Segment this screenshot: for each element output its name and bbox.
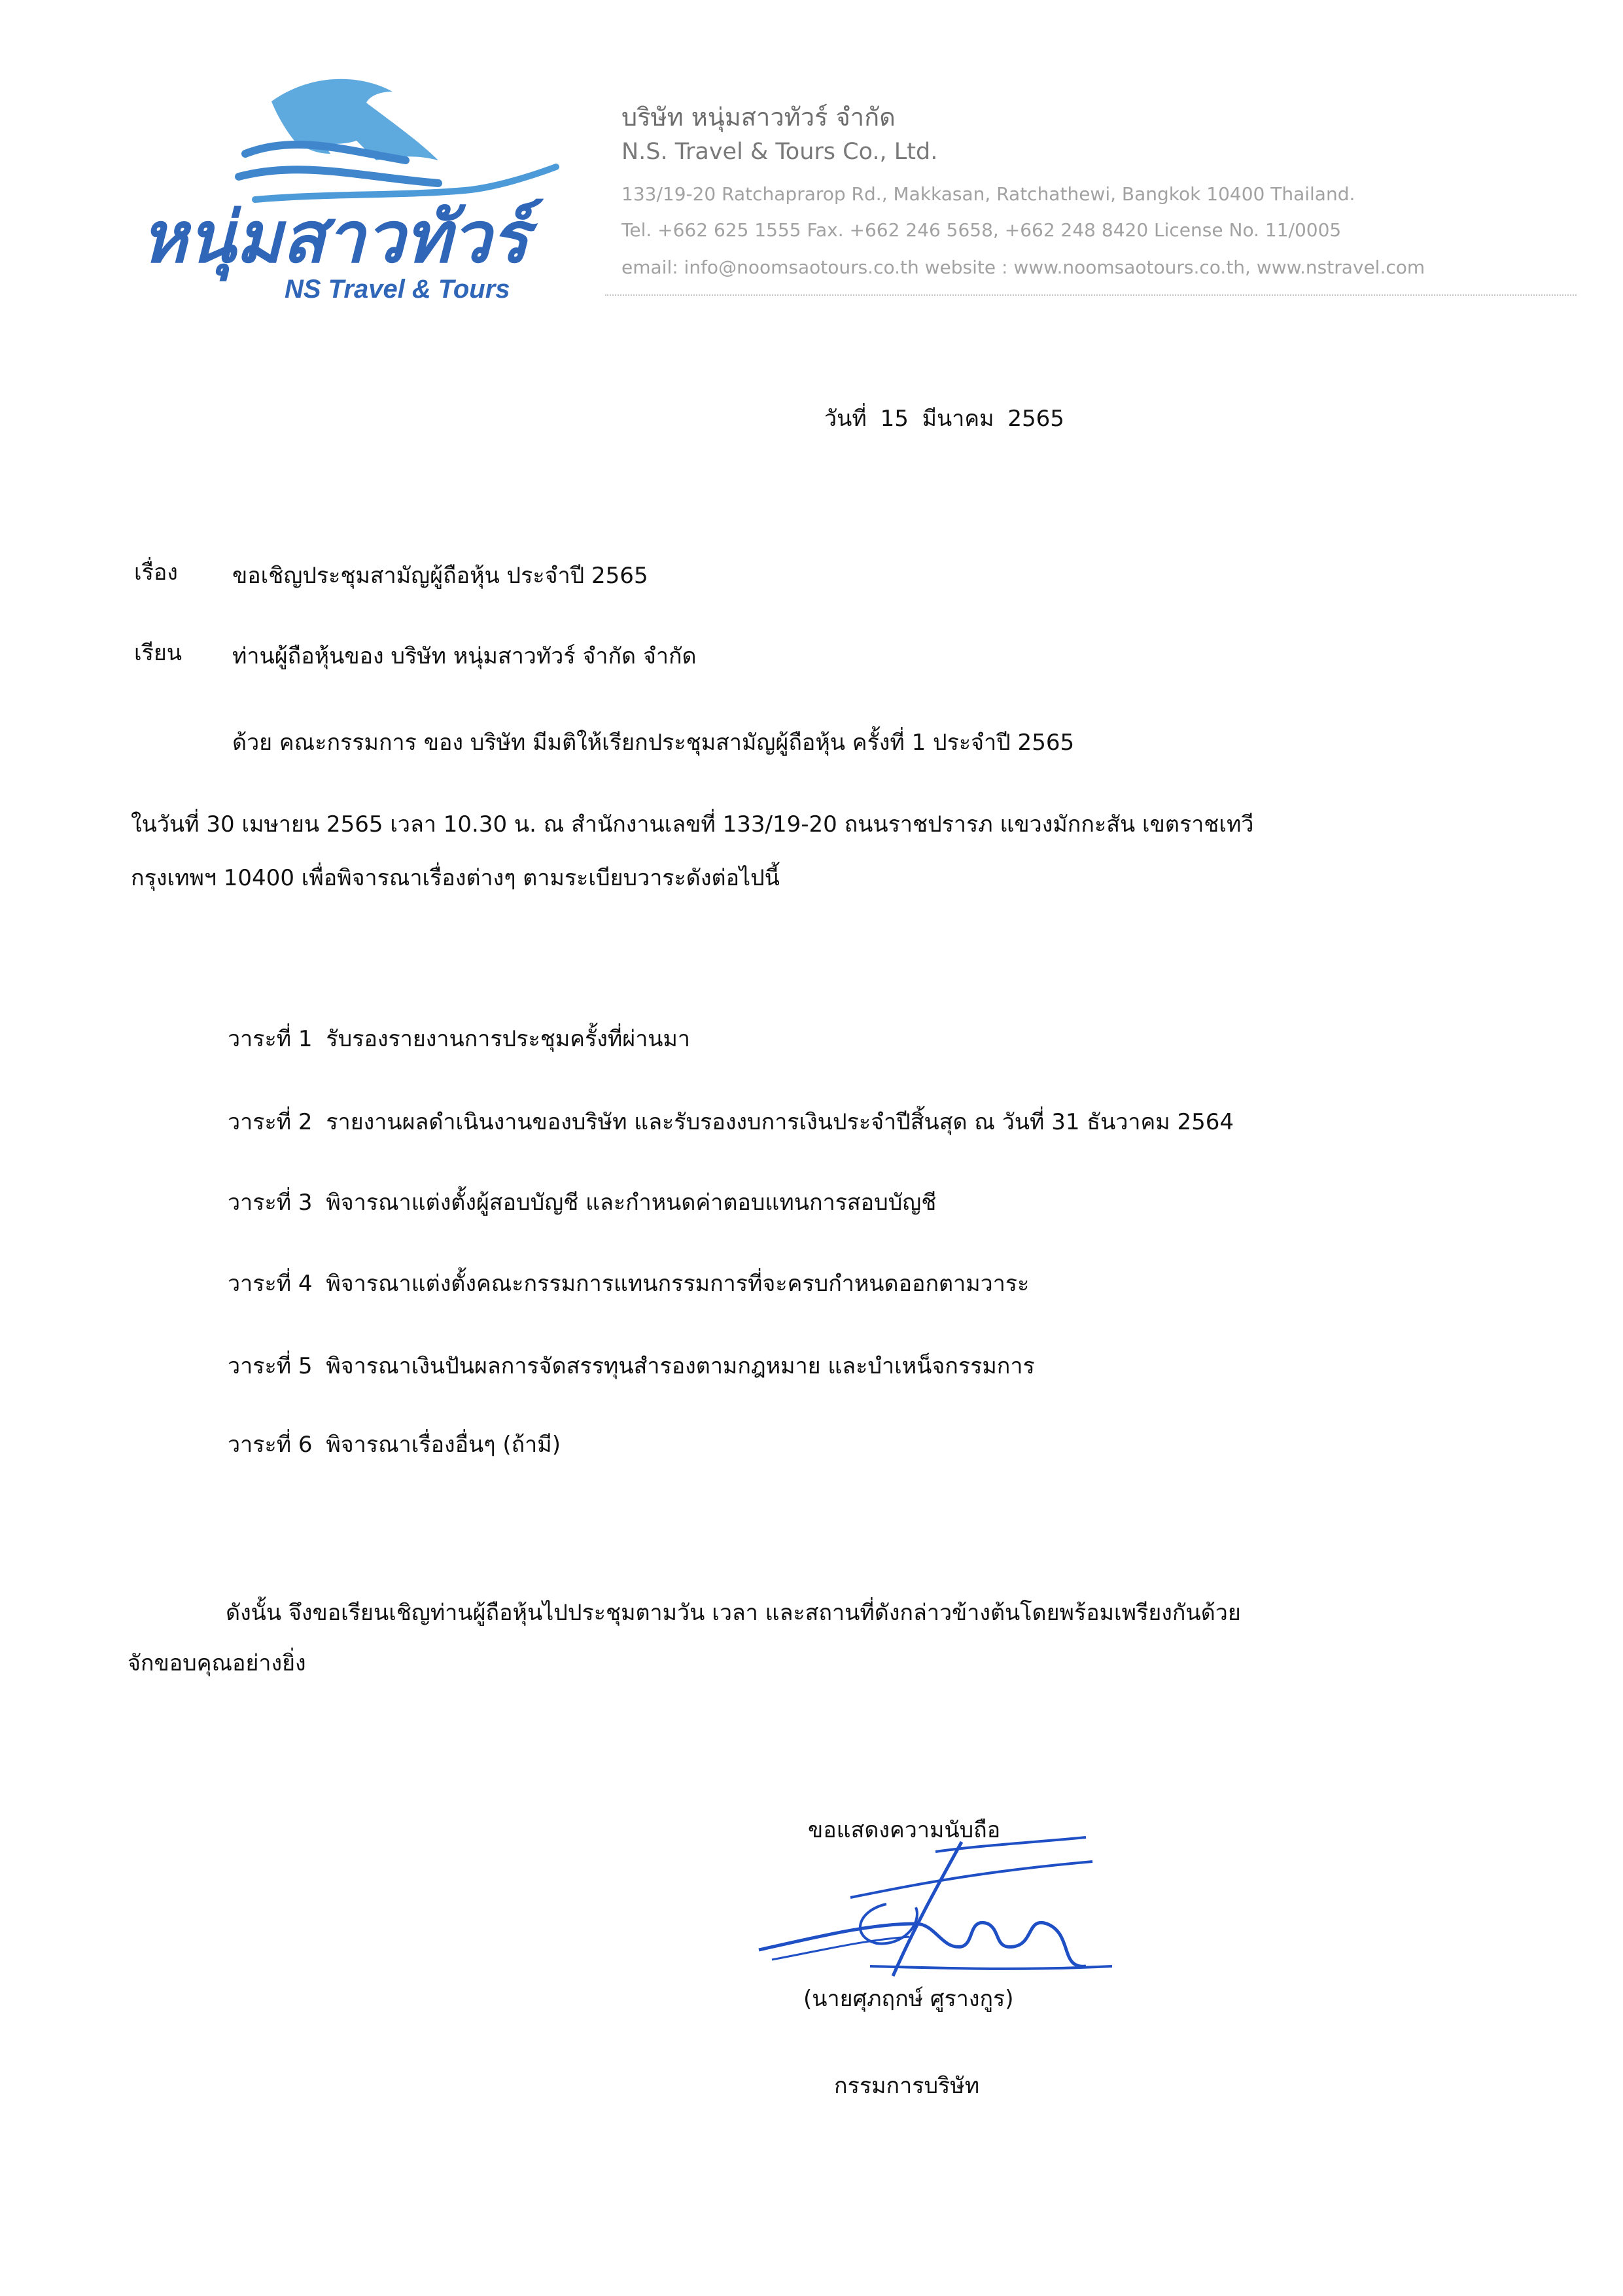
agenda-item <box>228 1353 1035 1380</box>
body-line-2: ในวันที่ 30 เมษายน 2565 เวลา 10.30 น. ณ สำนักงานเลขที่ 133/19-20 ถนนราชปรารภ แขวงมักกะสัน เขตราชเทวี <box>131 811 1254 838</box>
agenda-item <box>228 1432 561 1458</box>
body-line-1: ด้วย คณะกรรมการ ของ บริษัท มีมติให้เรียกประชุมสามัญผู้ถือหุ้น ครั้งที่ 1 ประจำปี 2565 <box>232 730 1075 756</box>
date-label: วันที่ <box>824 406 867 432</box>
company-name-thai: บริษัท หนุ่มสาวทัวร์ จำกัด <box>621 103 896 132</box>
agenda-label: วาระที่ 3 <box>228 1190 313 1216</box>
company-name-english: N.S. Travel & Tours Co., Ltd. <box>621 139 938 165</box>
regards-text: ขอแสดงความนับถือ <box>808 1817 1001 1843</box>
date-year: 2565 <box>1007 406 1064 432</box>
company-contact: Tel. +662 625 1555 Fax. +662 246 5658, +662 248 8420 License No. 11/0005 <box>621 219 1342 241</box>
closing-line-2: จักขอบคุณอย่างยิ่ง <box>128 1650 306 1676</box>
letter-date <box>824 406 1064 433</box>
company-address: 133/19-20 Ratchaprarop Rd., Makkasan, Ratchathewi, Bangkok 10400 Thailand. <box>621 183 1355 205</box>
agenda-label: วาระที่ 1 <box>228 1026 313 1052</box>
date-day: 15 <box>880 406 909 432</box>
agenda-item <box>228 1190 936 1216</box>
agenda-text: พิจารณาเงินปันผลการจัดสรรทุนสำรองตามกฎหมาย และบำเหน็จกรรมการ <box>326 1353 1035 1379</box>
signer-position: กรรมการบริษัท <box>834 2073 980 2099</box>
recipient-text: ท่านผู้ถือหุ้นของ บริษัท หนุ่มสาวทัวร์ จำกัด จำกัด <box>232 643 697 669</box>
agenda-label: วาระที่ 4 <box>228 1271 313 1297</box>
recipient-label: เรียน <box>134 640 183 666</box>
agenda-item <box>228 1109 1234 1136</box>
agenda-text: รับรองรายงานการประชุมครั้งที่ผ่านมา <box>326 1026 691 1052</box>
company-web: email: info@noomsaotours.co.th website : www.noomsaotours.co.th, www.nstravel.com <box>621 256 1425 278</box>
subject-label: เรื่อง <box>134 559 178 586</box>
header-divider <box>605 294 1577 296</box>
agenda-item <box>228 1026 690 1053</box>
agenda-text: รายงานผลดำเนินงานของบริษัท และรับรองงบการเงินประจำปีสิ้นสุด ณ วันที่ 31 ธันวาคม 2564 <box>326 1109 1234 1135</box>
body-line-3: กรุงเทพฯ 10400 เพื่อพิจารณาเรื่องต่างๆ ตามระเบียบวาระดังต่อไปนี้ <box>131 865 780 891</box>
signer-name: (นายศุภฤกษ์ ศูรางกูร) <box>803 1986 1014 2012</box>
agenda-label: วาระที่ 6 <box>228 1432 313 1458</box>
agenda-label: วาระที่ 2 <box>228 1109 313 1135</box>
logo-text-english: NS Travel & Tours <box>285 275 510 304</box>
subject-text: ขอเชิญประชุมสามัญผู้ถือหุ้น ประจำปี 2565 <box>232 563 648 589</box>
company-logo <box>131 62 576 311</box>
agenda-text: พิจารณาแต่งตั้งผู้สอบบัญชี และกำหนดค่าตอบแทนการสอบบัญชี <box>326 1190 937 1216</box>
agenda-item <box>228 1271 1029 1298</box>
wave-2 <box>239 169 438 183</box>
agenda-text: พิจารณาเรื่องอื่นๆ (ถ้ามี) <box>326 1432 561 1458</box>
logo-text-thai: หนุ่มสาวทัวร์ <box>141 197 529 279</box>
handwritten-signature <box>746 1826 1132 1996</box>
closing-line-1: ดังนั้น จึงขอเรียนเชิญท่านผู้ถือหุ้นไปประชุมตามวัน เวลา และสถานที่ดังกล่าวข้างต้นโดยพร้อมเพรียงกันด้วย <box>226 1600 1241 1626</box>
agenda-label: วาระที่ 5 <box>228 1353 313 1379</box>
date-month: มีนาคม <box>922 406 994 432</box>
agenda-text: พิจารณาแต่งตั้งคณะกรรมการแทนกรรมการที่จะครบกำหนดออกตามวาระ <box>326 1271 1030 1297</box>
